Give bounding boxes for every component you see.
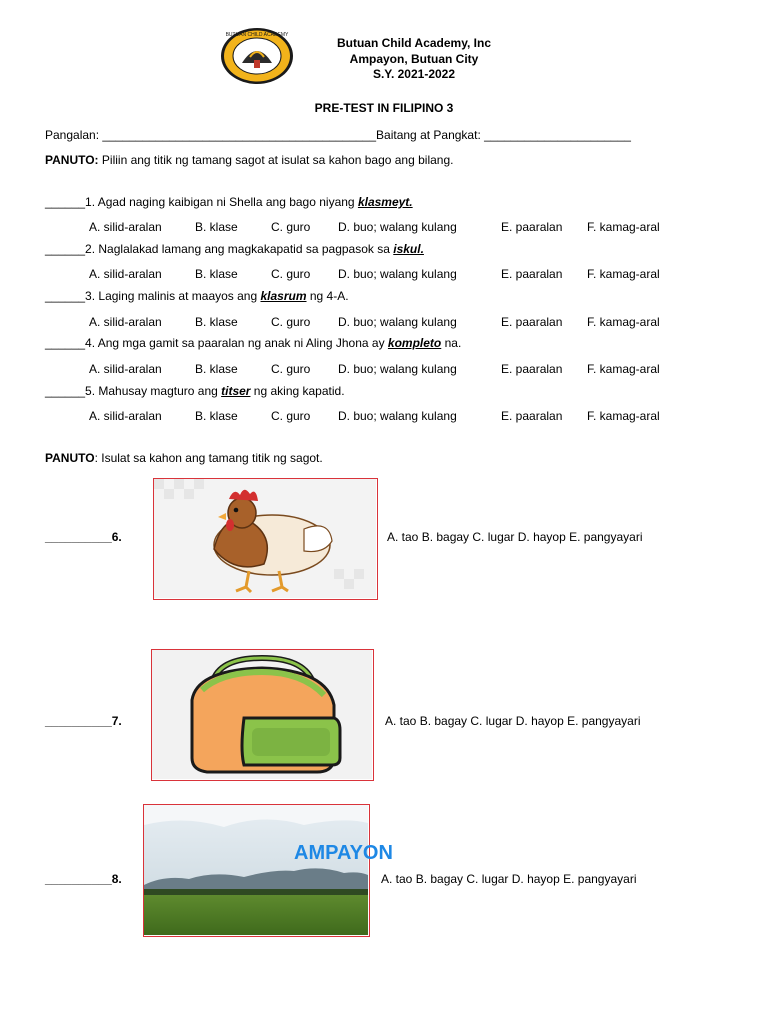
directions-text: Piliin ang titik ng tamang sagot at isulat sa kahon bago ang bilang. (98, 153, 454, 167)
backpack-image (151, 649, 374, 781)
item-8-choices: A. tao B. bagay C. lugar D. hayop E. pangyayari (381, 872, 637, 886)
answer-blank[interactable]: ______ (45, 242, 86, 256)
question-keyword: klasrum (260, 289, 307, 303)
choice-option: E. paaralan (501, 220, 563, 234)
choice-option: F. kamag-aral (587, 315, 660, 329)
choice-option: D. buo; walang kulang (338, 362, 457, 376)
test-title: PRE-TEST IN FILIPINO 3 (314, 101, 454, 115)
directions-label: PANUTO (45, 451, 95, 465)
question-3 (45, 289, 349, 303)
choice-option: D. buo; walang kulang (338, 315, 457, 329)
directions-text: : Isulat sa kahon ang tamang titik ng sagot. (94, 451, 323, 465)
choice-option: A. silid-aralan (89, 409, 162, 423)
svg-text:BUTUAN CHILD ACADEMY: BUTUAN CHILD ACADEMY (225, 32, 289, 38)
choice-option: D. buo; walang kulang (338, 267, 457, 281)
field-image (143, 804, 393, 937)
directions-2 (45, 451, 323, 465)
choice-option: E. paaralan (501, 362, 563, 376)
question-text-end: na. (441, 336, 462, 350)
choice-option: D. buo; walang kulang (338, 220, 457, 234)
choice-option: C. guro (271, 362, 311, 376)
name-label: Pangalan: (45, 128, 103, 142)
choice-option: A. silid-aralan (89, 267, 162, 281)
choice-option: F. kamag-aral (587, 267, 660, 281)
hen-image (153, 478, 378, 600)
choice-option: C. guro (271, 409, 311, 423)
choice-option: D. buo; walang kulang (338, 409, 457, 423)
answer-blank[interactable]: ______ (45, 289, 86, 303)
grade-blank[interactable]: ______________________ (484, 128, 631, 142)
ampayon-sign: AMPAYON (294, 842, 393, 864)
choice-option: B. klase (195, 362, 238, 376)
school-name: Butuan Child Academy, Inc (336, 36, 492, 50)
question-text-end: ng 4-A. (306, 289, 349, 303)
choice-option: A. silid-aralan (89, 362, 162, 376)
choice-option: F. kamag-aral (587, 220, 660, 234)
question-2 (45, 242, 424, 256)
choice-option: F. kamag-aral (587, 362, 660, 376)
item-7-choices: A. tao B. bagay C. lugar D. hayop E. pangyayari (385, 714, 641, 728)
directions-label: PANUTO: (45, 153, 99, 167)
choice-option: C. guro (271, 315, 311, 329)
question-keyword: iskul. (393, 242, 424, 256)
grade-label: Baitang at Pangkat: (376, 128, 485, 142)
choice-option: E. paaralan (501, 267, 563, 281)
question-text: 5. Mahusay magturo ang (85, 384, 222, 398)
choice-option: B. klase (195, 315, 238, 329)
choice-option: A. silid-aralan (89, 220, 162, 234)
choice-option: E. paaralan (501, 409, 563, 423)
choice-option: B. klase (195, 220, 238, 234)
choice-option: F. kamag-aral (587, 409, 660, 423)
question-text-end: ng aking kapatid. (250, 384, 345, 398)
answer-blank[interactable]: ______ (45, 336, 86, 350)
choice-option: A. silid-aralan (89, 315, 162, 329)
name-line (45, 128, 631, 142)
directions-1 (45, 153, 453, 167)
school-header (0, 36, 768, 83)
question-text: 1. Agad naging kaibigan ni Shella ang bago niyang (85, 195, 358, 209)
name-blank[interactable]: _________________________________________ (102, 128, 377, 142)
item-6-label[interactable]: __________6. (45, 530, 122, 544)
school-year: S.Y. 2021-2022 (372, 67, 456, 81)
choice-option: B. klase (195, 267, 238, 281)
answer-blank[interactable]: ______ (45, 384, 86, 398)
question-text: 3. Laging malinis at maayos ang (85, 289, 261, 303)
choice-option: C. guro (271, 220, 311, 234)
item-6-choices: A. tao B. bagay C. lugar D. hayop E. pangyayari (387, 530, 643, 544)
item-8-label[interactable]: __________8. (45, 872, 122, 886)
question-keyword: titser (221, 384, 251, 398)
choice-option: E. paaralan (501, 315, 563, 329)
question-4 (45, 336, 461, 350)
item-7-label[interactable]: __________7. (45, 714, 122, 728)
question-text: 2. Naglalakad lamang ang magkakapatid sa pagpasok sa (85, 242, 394, 256)
school-address: Ampayon, Butuan City (349, 51, 479, 66)
question-1 (45, 195, 413, 209)
choice-option: C. guro (271, 267, 311, 281)
choice-option: B. klase (195, 409, 238, 423)
question-keyword: kompleto (387, 336, 442, 350)
answer-blank[interactable]: ______ (45, 195, 86, 209)
question-5 (45, 384, 345, 398)
question-keyword: klasmeyt. (357, 195, 413, 209)
question-text: 4. Ang mga gamit sa paaralan ng anak ni Aling Jhona ay (85, 336, 388, 350)
